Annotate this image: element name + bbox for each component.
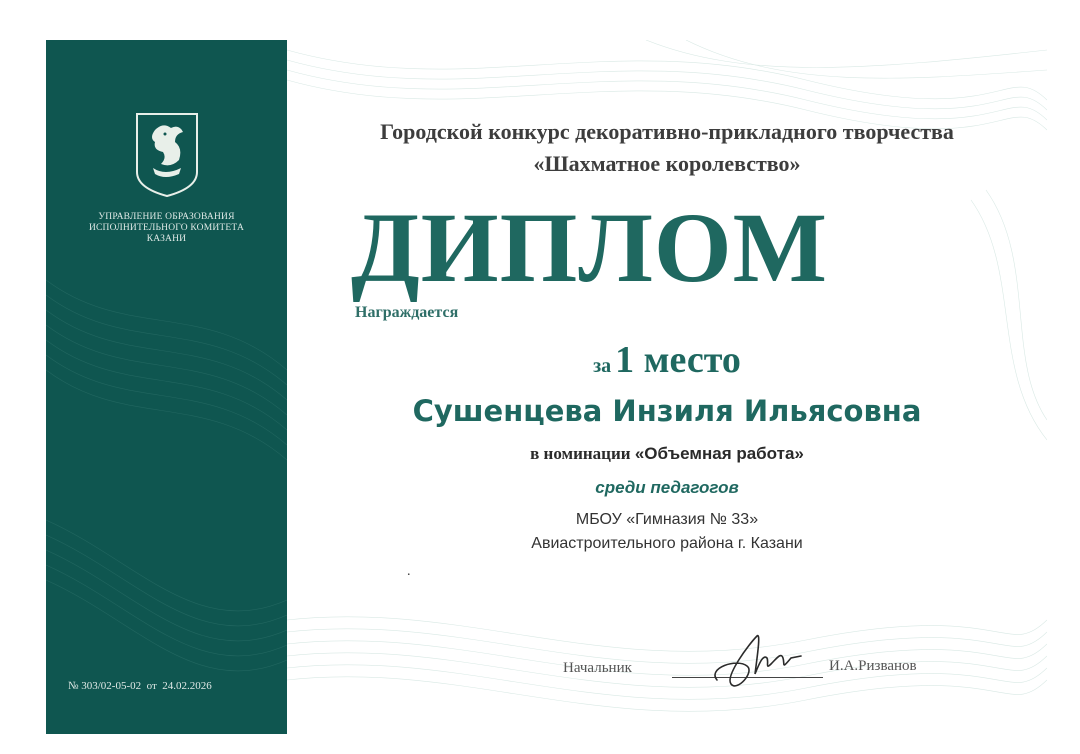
diploma-title: ДИПЛОМ — [351, 192, 829, 303]
school-name: МБОУ «Гимназия № 33» — [575, 511, 759, 528]
document-number: № 303/02-05-02 от 24.02.2026 — [68, 680, 212, 692]
signer-name: И.А.Ризванов — [829, 658, 917, 674]
org-line: КАЗАНИ — [146, 234, 187, 244]
organization-name — [66, 212, 267, 245]
school-info — [287, 508, 1047, 556]
diploma-page — [46, 40, 1047, 734]
diploma-content — [287, 40, 1047, 734]
contest-title-line: Городской конкурс декоративно-прикладного творчества — [380, 119, 954, 144]
recipient-name: Сушенцева Инзиля Ильясовна — [412, 394, 922, 428]
place-value: 1 место — [615, 339, 741, 381]
contest-title-line: «Шахматное королевство» — [533, 151, 801, 176]
school-district: Авиастроительного района г. Казани — [531, 535, 803, 552]
nomination-name: «Объемная работа» — [634, 444, 804, 463]
awarded-label: Награждается — [355, 304, 459, 321]
stray-dot: . — [407, 564, 411, 579]
org-line: УПРАВЛЕНИЕ ОБРАЗОВАНИЯ — [98, 212, 235, 222]
org-line: ИСПОЛНИТЕЛЬНОГО КОМИТЕТА — [88, 223, 245, 233]
category-label: среди педагогов — [595, 478, 739, 497]
place-line — [287, 338, 1047, 382]
place-prefix: за — [593, 355, 612, 377]
nomination-prefix: в номинации — [530, 444, 631, 463]
signature-title: Начальник — [563, 660, 632, 676]
kazan-coat-of-arms-icon — [135, 112, 199, 198]
sidebar — [46, 40, 287, 734]
nomination-line — [287, 444, 1047, 464]
contest-title — [287, 116, 1047, 180]
handwritten-signature — [697, 628, 817, 698]
